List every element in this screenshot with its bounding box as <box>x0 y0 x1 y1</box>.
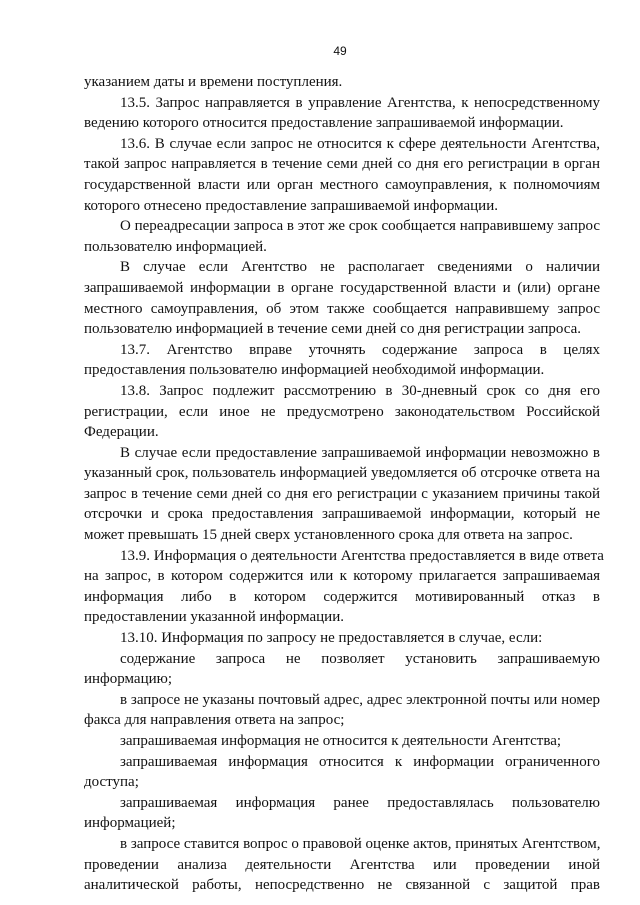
paragraph <box>84 834 600 896</box>
text-line: 13.7. Агентство вправе уточнять содержание запроса в целях <box>120 341 600 358</box>
text-line: в запросе ставится вопрос о правовой оценке актов, принятых Агентством, <box>120 835 601 852</box>
text-line: указанный срок, пользователь информацией уведомляется об отсрочке ответа на <box>84 465 600 482</box>
text-line: отсрочки и срока предоставления запрашиваемой информации, который не <box>84 506 600 523</box>
text-line: О переадресации запроса в этот же срок сообщается направившему запрос <box>120 218 600 235</box>
text-line: запрашиваемой информации в органе государственной власти и (или) органе <box>84 279 600 296</box>
paragraph <box>84 690 600 731</box>
paragraph <box>84 443 600 546</box>
text-line: запрашиваемая информация относится к информации ограниченного <box>120 753 600 770</box>
text-line: аналитической работы, непосредственно не связанной с защитой прав <box>84 877 600 894</box>
paragraph <box>84 546 604 628</box>
paragraph <box>84 216 600 257</box>
paragraph <box>84 257 600 339</box>
text-line: может превышать 15 дней сверх установленного срока для ответа на запрос. <box>84 527 573 544</box>
text-line: 13.8. Запрос подлежит рассмотрению в 30-дневный срок со дня его <box>120 382 600 399</box>
text-line: которого отнесено предоставление запрашиваемой информации. <box>84 197 498 214</box>
text-line: запрашиваемая информация ранее предоставлялась пользователю <box>120 794 600 811</box>
text-line: 13.6. В случае если запрос не относится к сфере деятельности Агентства, <box>120 135 600 152</box>
text-line: пользователю информацией. <box>84 238 267 255</box>
text-line: предоставлении указанной информации. <box>84 609 344 626</box>
text-line: доступа; <box>84 774 139 791</box>
text-line: 13.9. Информация о деятельности Агентства предоставляется в виде ответа <box>120 547 604 564</box>
paragraph <box>84 93 600 134</box>
text-line: 13.5. Запрос направляется в управление Агентства, к непосредственному <box>120 94 600 111</box>
text-line: информацию; <box>84 671 173 688</box>
text-line: запрос в течение семи дней со дня его регистрации с указанием причины такой <box>84 485 600 502</box>
paragraph <box>84 381 600 443</box>
text-line: пользователю информацией в течение семи дней со дня регистрации запроса. <box>84 321 582 338</box>
text-line: регистрации, если иное не предусмотрено законодательством Российской <box>84 403 600 420</box>
text-line: В случае если предоставление запрашиваемой информации невозможно в <box>120 444 600 461</box>
paragraph <box>84 649 600 690</box>
text-line: ведению которого относится предоставление запрашиваемой информации. <box>84 115 564 132</box>
paragraph <box>84 628 600 649</box>
paragraph <box>84 134 600 216</box>
text-line: факса для направления ответа на запрос; <box>84 712 345 729</box>
text-line: запрашиваемая информация не относится к деятельности Агентства; <box>120 733 562 749</box>
text-line: местного самоуправления, об этом также сообщается направившему запрос <box>84 300 600 317</box>
text-line: информацией; <box>84 815 176 832</box>
text-line: Федерации. <box>84 424 159 441</box>
text-line: 13.10. Информация по запросу не предоставляется в случае, если: <box>120 630 543 647</box>
text-line: указанием даты и времени поступления. <box>84 74 343 90</box>
paragraph <box>84 752 600 793</box>
text-line: государственной власти или орган местного самоуправления, к полномочиям <box>84 176 600 193</box>
text-line: проведении анализа деятельности Агентства или проведении иной <box>84 856 600 873</box>
paragraph <box>84 340 600 381</box>
paragraph <box>84 793 600 834</box>
text-line: в запросе не указаны почтовый адрес, адрес электронной почты или номер <box>120 691 600 708</box>
document-body <box>84 72 604 896</box>
text-line: на запрос, в котором содержится или к которому прилагается запрашиваемая <box>84 568 600 585</box>
text-line: предоставления пользователю информацией необходимой информации. <box>84 362 545 379</box>
text-line: содержание запроса не позволяет установить запрашиваемую <box>120 650 600 667</box>
paragraph <box>84 731 600 752</box>
text-line: информация либо в котором содержится мотивированный отказ в <box>84 588 600 605</box>
text-line: такой запрос направляется в течение семи дней со дня его регистрации в орган <box>84 156 600 173</box>
text-line: В случае если Агентство не располагает сведениями о наличии <box>120 259 600 276</box>
page-number: 49 <box>333 44 347 58</box>
paragraph <box>84 72 600 93</box>
